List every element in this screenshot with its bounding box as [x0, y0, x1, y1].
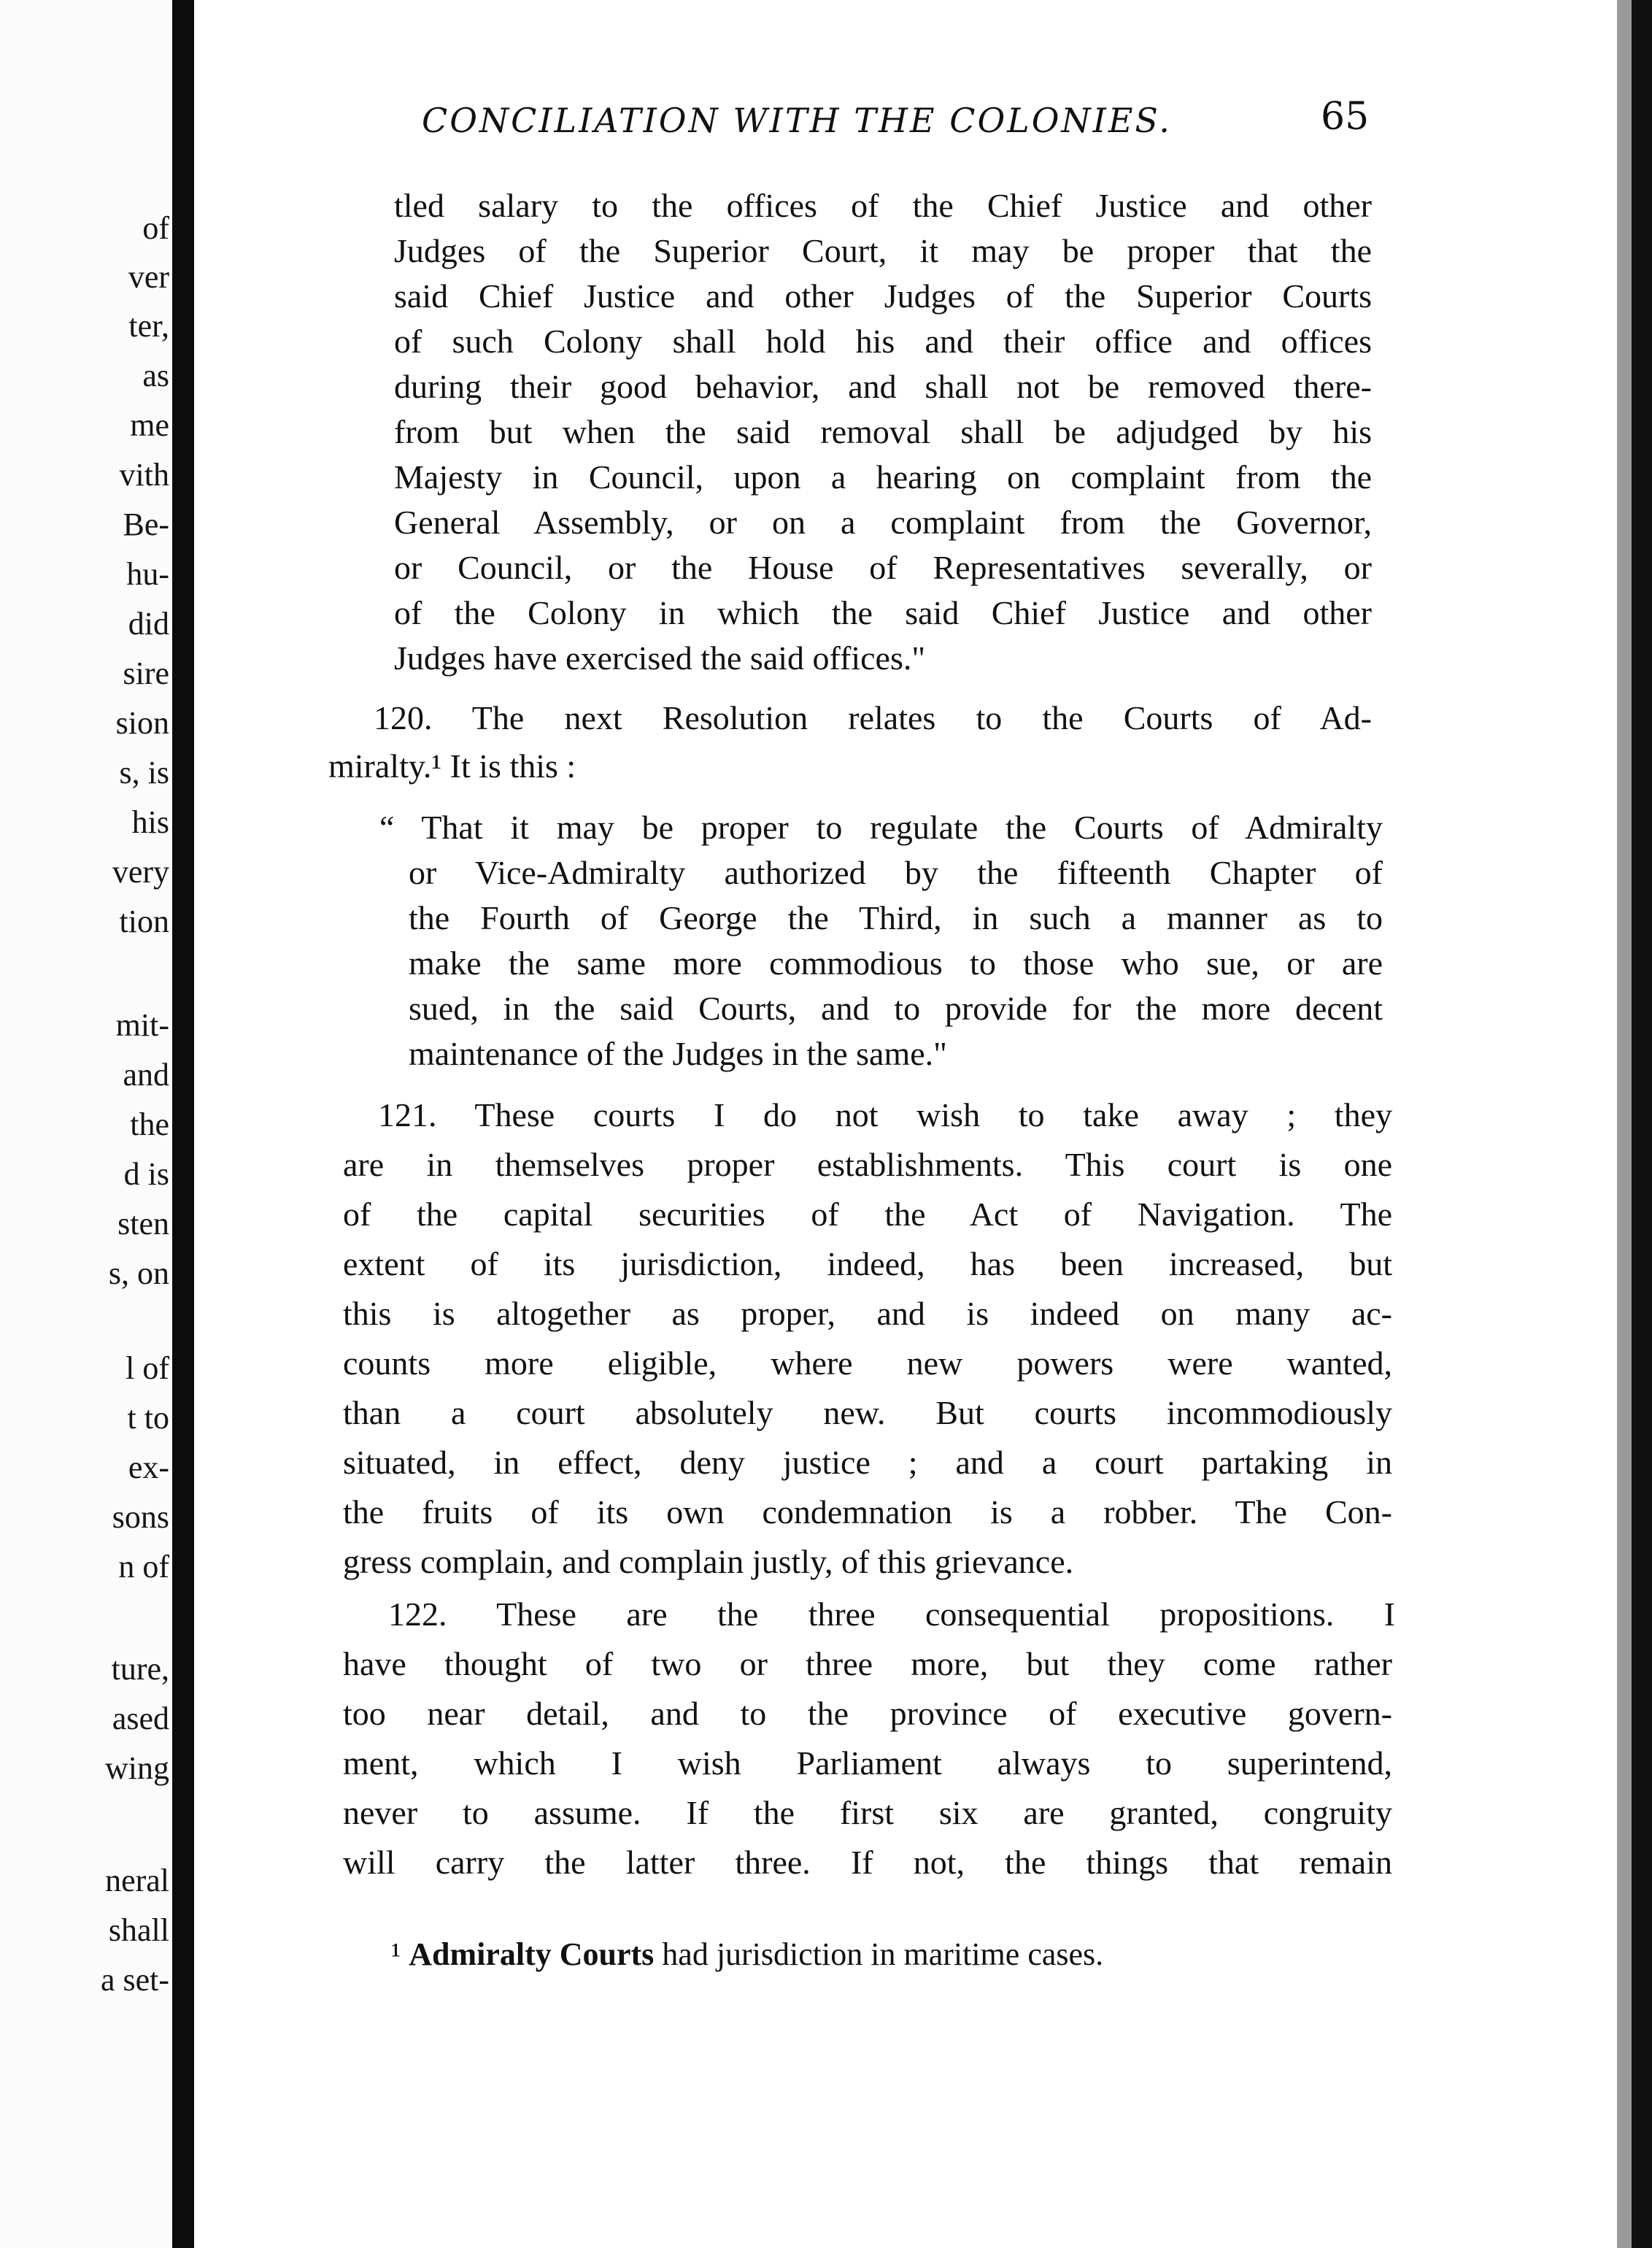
prev-fragment: and [123, 1057, 169, 1093]
prev-fragment: tion [119, 904, 169, 939]
text-line: Judges of the Superior Court, it may be proper that the [394, 232, 1372, 269]
text-line: this is altogether as proper, and is indeed on many ac- [343, 1295, 1392, 1332]
text-line: of such Colony shall hold his and their office and offices [394, 323, 1372, 360]
prev-fragment: ver [128, 259, 169, 295]
prev-fragment: d is [123, 1156, 169, 1192]
prev-fragment: a set- [100, 1962, 169, 1998]
prev-fragment: sten [117, 1206, 169, 1242]
text-line: tled salary to the offices of the Chief Justice and other [394, 187, 1372, 224]
prev-fragment: as [142, 358, 169, 393]
text-line: of the capital securities of the Act of Navigation. The [343, 1196, 1392, 1233]
footnote-term: Admiralty Courts [409, 1936, 655, 1972]
text-line: 120. The next Resolution relates to the Courts of Ad- [374, 699, 1372, 736]
text-line: General Assembly, or on a complaint from the Governor, [394, 504, 1372, 541]
text-line: counts more eligible, where new powers were wanted, [343, 1344, 1392, 1382]
prev-fragment: of [142, 210, 169, 246]
prev-fragment: n of [118, 1549, 169, 1585]
prev-fragment: ture, [111, 1651, 169, 1687]
prev-fragment: s, on [108, 1255, 169, 1291]
text-line: said Chief Justice and other Judges of the Superior Courts [394, 277, 1372, 315]
text-line: during their good behavior, and shall not be removed there- [394, 368, 1372, 405]
text-line: “ That it may be proper to regulate the Courts of Admiralty [379, 809, 1383, 846]
prev-fragment: sire [123, 655, 169, 691]
text-line: maintenance of the Judges in the same." [409, 1035, 947, 1072]
text-line: situated, in effect, deny justice ; and a court partaking in [343, 1444, 1392, 1481]
text-line: make the same more commodious to those who sue, or are [409, 944, 1383, 982]
text-line: Majesty in Council, upon a hearing on complaint from the [394, 458, 1372, 496]
text-line: 121. These courts I do not wish to take away ; they [378, 1096, 1392, 1133]
text-line: than a court absolutely new. But courts incommodiously [343, 1394, 1392, 1431]
prev-fragment: shall [108, 1912, 169, 1948]
text-line: of the Colony in which the said Chief Justice and other [394, 594, 1372, 631]
text-line: extent of its jurisdiction, indeed, has been increased, but [343, 1245, 1392, 1282]
text-line: ment, which I wish Parliament always to superintend, [343, 1744, 1392, 1782]
prev-fragment: ex- [128, 1450, 169, 1485]
text-line: gress complain, and complain justly, of this grievance. [343, 1543, 1074, 1580]
prev-fragment: wing [105, 1750, 169, 1786]
footnote-text: had jurisdiction in maritime cases. [662, 1936, 1104, 1972]
prev-fragment: ased [112, 1701, 169, 1736]
text-line: or Council, or the House of Representatives severally, or [394, 549, 1372, 586]
prev-fragment: sion [115, 705, 169, 741]
footnote [391, 1936, 1103, 1973]
text-line: Judges have exercised the said offices." [394, 639, 926, 677]
book-gutter [172, 0, 194, 2248]
prev-fragment: Be- [123, 507, 169, 542]
prev-fragment: l of [126, 1350, 169, 1386]
prev-fragment: neral [105, 1863, 169, 1898]
text-line: sued, in the said Courts, and to provide for the more decent [409, 990, 1383, 1027]
text-line: the fruits of its own condemnation is a robber. The Con- [343, 1493, 1392, 1531]
prev-fragment: sons [112, 1499, 169, 1535]
prev-fragment: hu- [126, 556, 169, 592]
text-line: the Fourth of George the Third, in such a manner as to [409, 899, 1383, 936]
prev-fragment: mit- [115, 1007, 169, 1043]
prev-fragment: s, is [119, 755, 169, 790]
text-line: will carry the latter three. If not, the things that remain [343, 1844, 1392, 1881]
footnote-marker: ¹ [391, 1936, 401, 1972]
prev-fragment: ter, [128, 308, 169, 344]
text-line: never to assume. If the first six are granted, congruity [343, 1794, 1392, 1831]
page-number: 65 [1321, 95, 1370, 139]
page-edge [1632, 0, 1652, 2248]
prev-fragment: very [112, 854, 169, 890]
text-line: too near detail, and to the province of executive govern- [343, 1695, 1392, 1732]
prev-fragment: me [130, 407, 169, 443]
prev-fragment: did [128, 606, 169, 642]
text-line: miralty.¹ It is this : [328, 747, 576, 785]
text-line: from but when the said removal shall be adjudged by his [394, 413, 1372, 450]
running-head: CONCILIATION WITH THE COLONIES. [422, 101, 1172, 140]
prev-fragment: the [130, 1106, 169, 1142]
page-edge-shadow [1617, 0, 1632, 2248]
text-line: are in themselves proper establishments. This court is one [343, 1146, 1392, 1183]
prev-fragment: vith [119, 457, 169, 493]
text-line: or Vice-Admiralty authorized by the fifteenth Chapter of [409, 854, 1383, 891]
text-line: 122. These are the three consequential propositions. I [388, 1595, 1395, 1633]
prev-fragment: t to [127, 1400, 169, 1436]
text-line: have thought of two or three more, but they come rather [343, 1645, 1392, 1682]
prev-fragment: his [131, 804, 169, 840]
